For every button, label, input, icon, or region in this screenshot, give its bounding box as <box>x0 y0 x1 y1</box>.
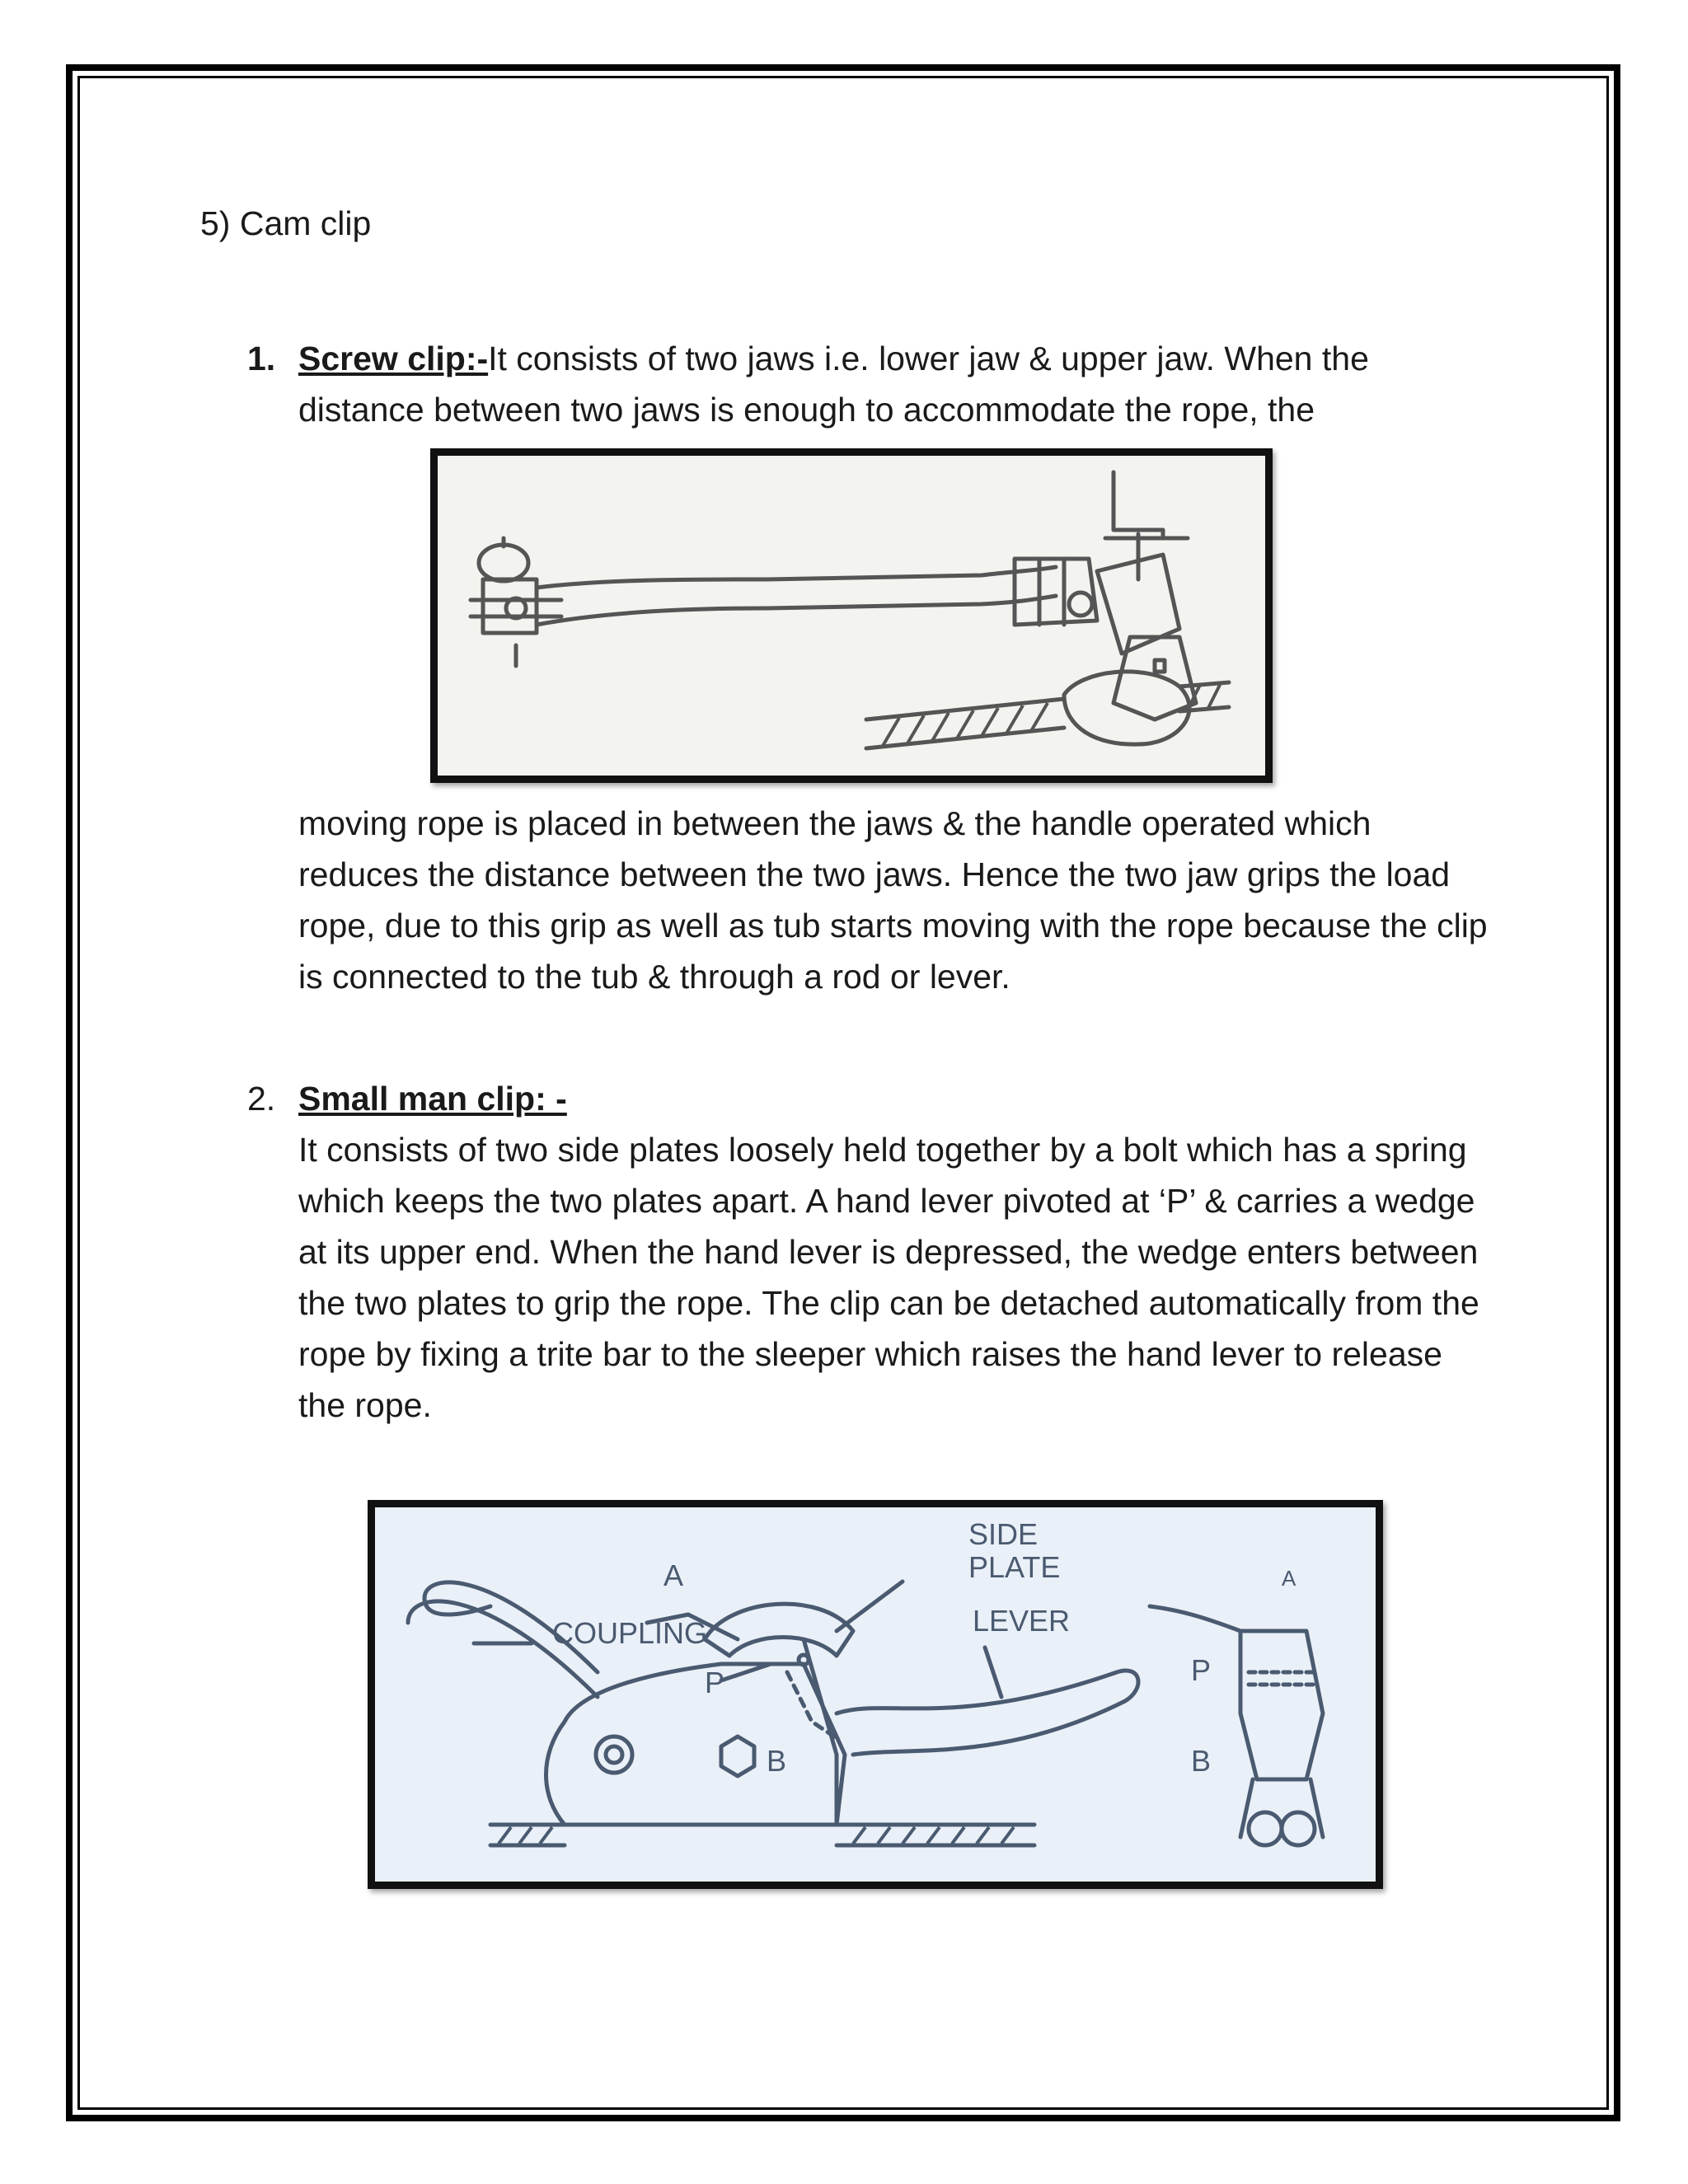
label-coupling: COUPLING <box>552 1616 708 1650</box>
item-1-paragraph-intro <box>298 333 1493 435</box>
item-2-term: Small man clip: - <box>298 1080 567 1118</box>
section-heading: 5) Cam clip <box>200 204 372 242</box>
label-side-plate-line1: SIDE <box>968 1517 1039 1551</box>
label-side-plate-line2: PLATE <box>968 1550 1061 1584</box>
label-b-side-view: B <box>1191 1744 1212 1778</box>
label-p: P <box>705 1666 725 1699</box>
label-a: A <box>663 1558 684 1592</box>
label-a-side-view: A <box>1282 1566 1296 1591</box>
label-lever: LEVER <box>973 1604 1071 1638</box>
label-b: B <box>767 1744 787 1778</box>
small-man-clip-drawing <box>375 1507 1376 1882</box>
item-2-heading <box>298 1073 1493 1124</box>
small-man-clip-figure <box>368 1500 1383 1889</box>
screw-clip-figure <box>430 448 1273 783</box>
item-2-paragraph: It consists of two side plates loosely held together by a bolt which has a spring which keeps the two plates apart. A hand lever pivoted at ‘P’ & carries a wedge at its upper end. When the hand lever is depressed, the wedge enters between the two plates to grip the rope. The clip can be detached automatically from the rope by fixing a trite bar to the sleeper which raises the hand lever to release the rope. <box>298 1131 1479 1424</box>
item-1-intro-text: It consists of two jaws i.e. lower jaw & upper jaw. When the distance between two jaws is enough to accommodate the rope, the <box>298 340 1369 429</box>
item-1-term: Screw clip:- <box>298 340 489 377</box>
item-1-number: 1. <box>247 340 276 377</box>
item-1-paragraph-continued: moving rope is placed in between the jaws & the handle operated which reduces the distance between the two jaws. Hence the two jaw grips the load rope, due to this grip as well as tub starts moving with the rope because the clip is connected to the tub & through a rod or lever. <box>298 804 1488 996</box>
item-2-number: 2. <box>247 1080 276 1118</box>
label-p-side-view: P <box>1191 1653 1212 1687</box>
screw-clip-drawing <box>438 456 1265 776</box>
